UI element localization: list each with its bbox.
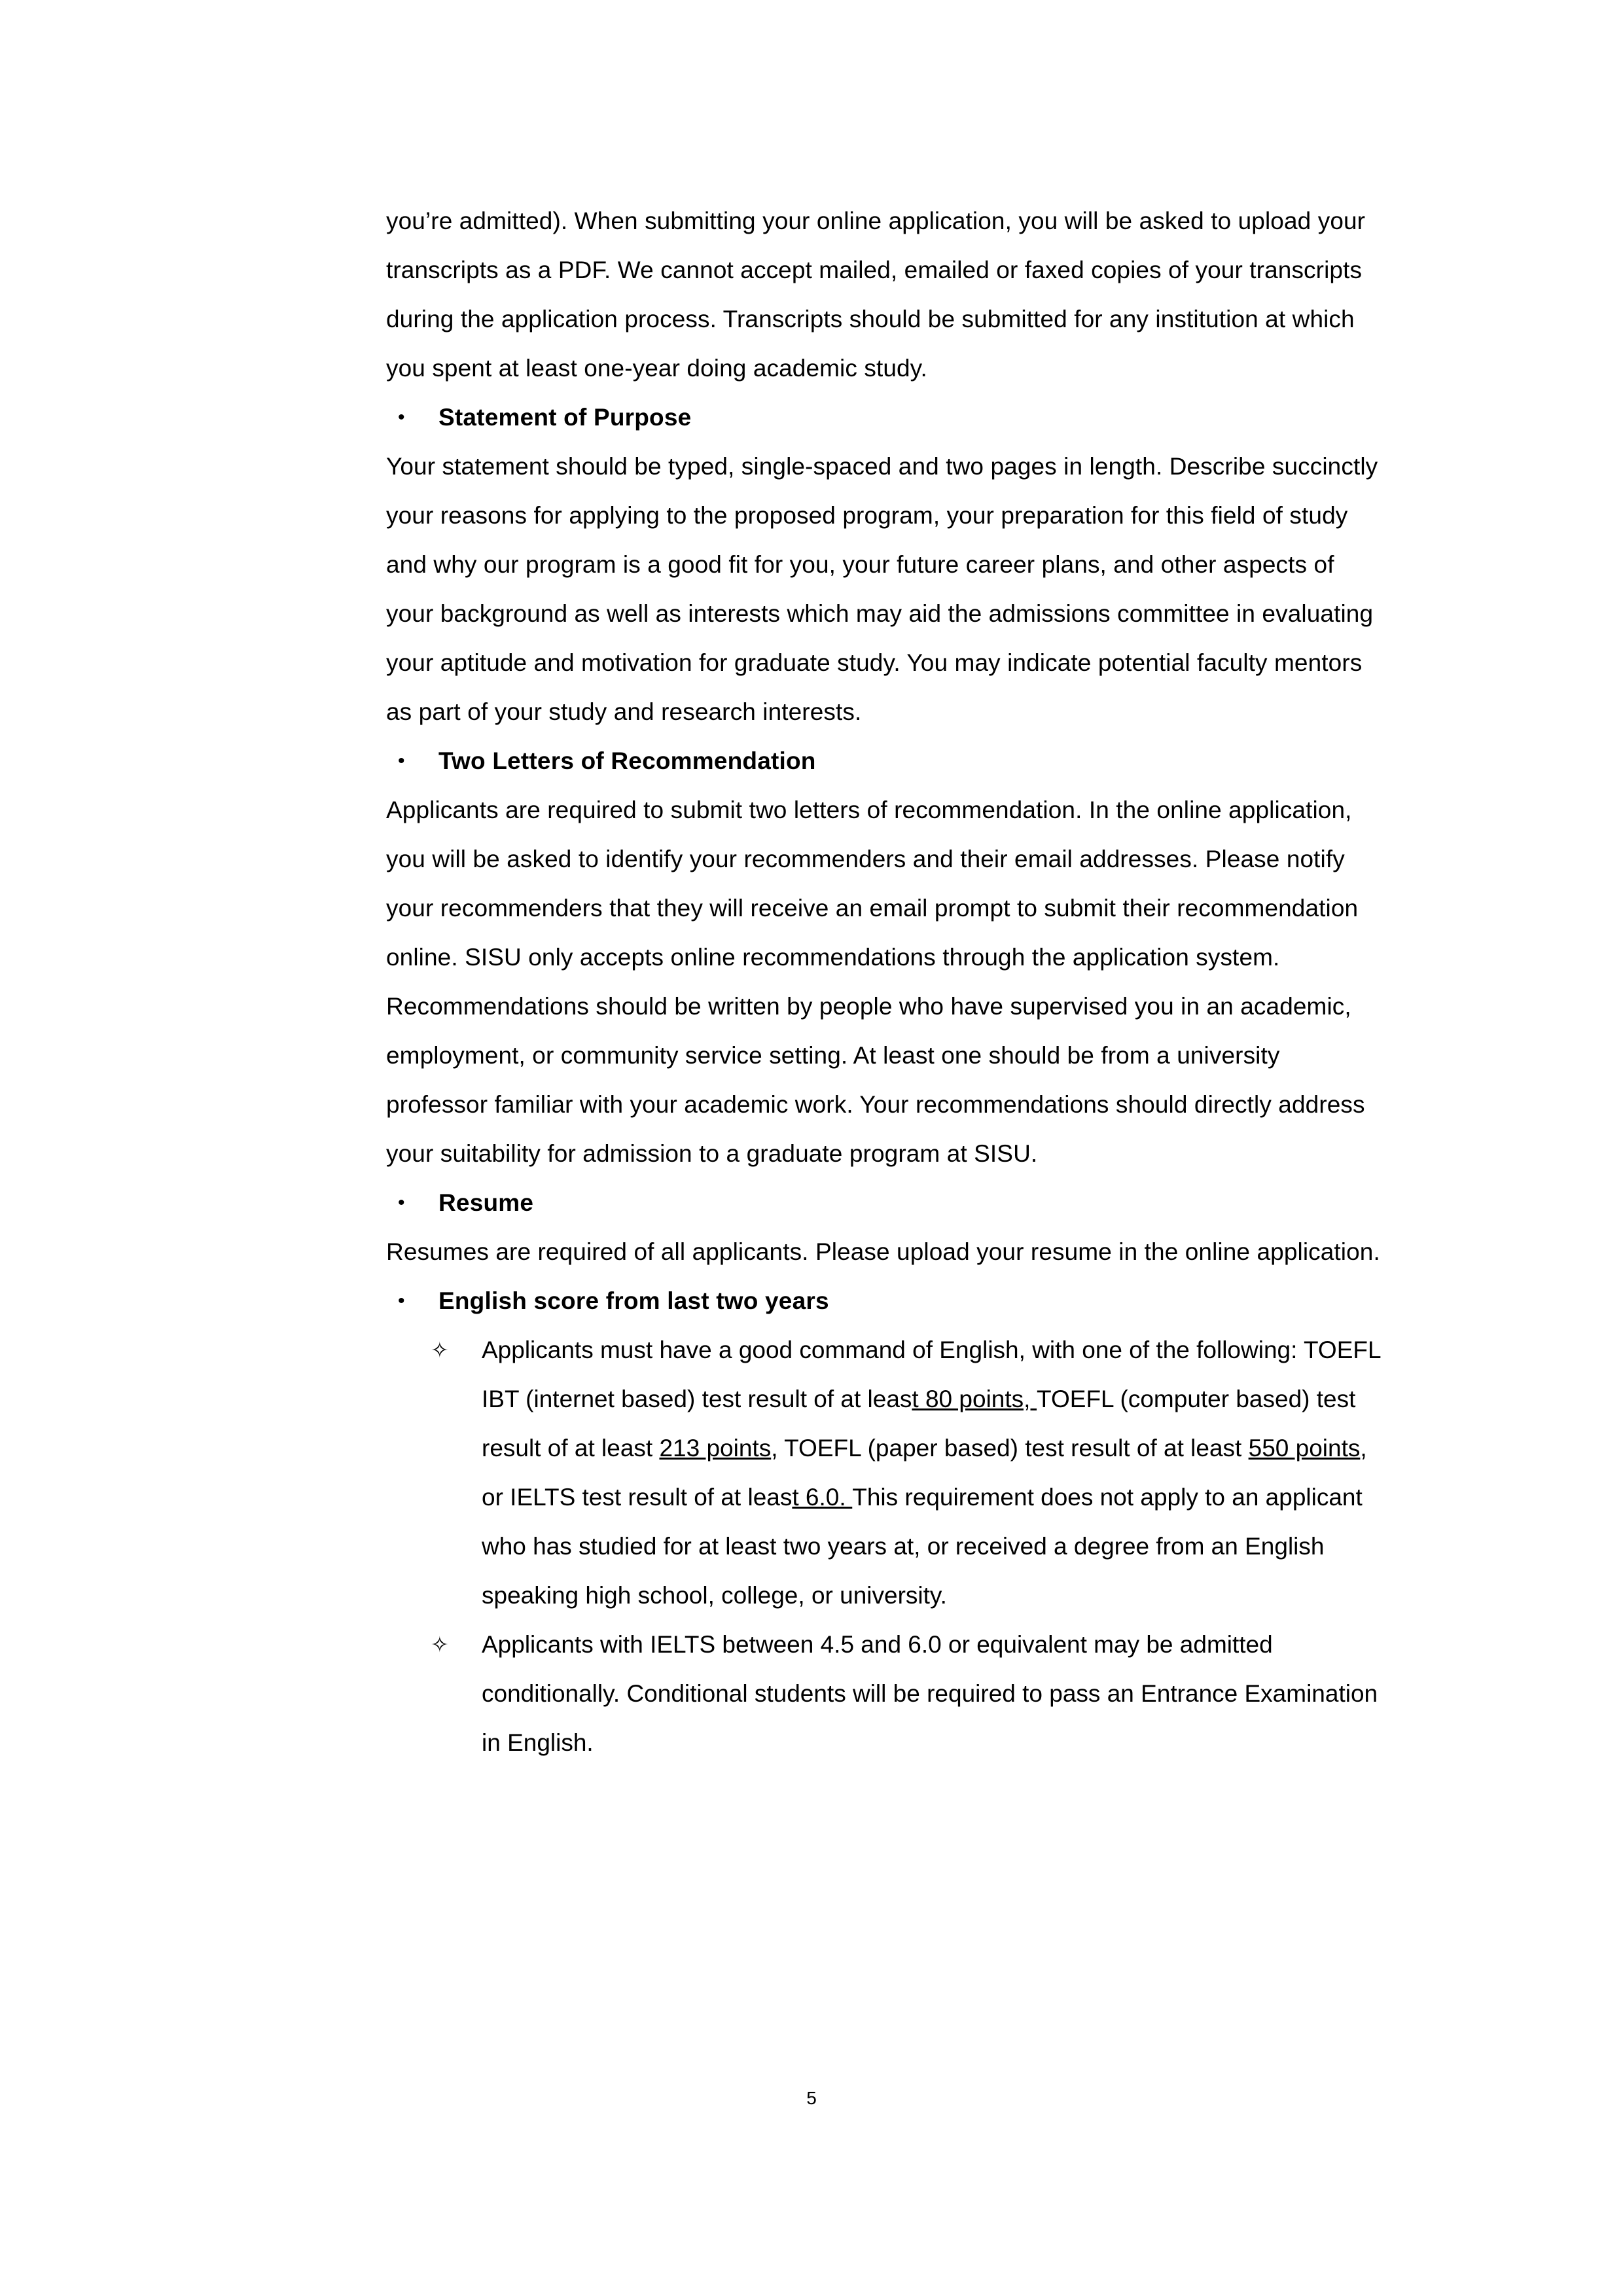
- sub-list-item: [386, 1325, 1387, 1620]
- section-heading-resume: [386, 1178, 1387, 1227]
- bullet-icon: •: [398, 1290, 405, 1312]
- diamond-bullet-icon: ✧: [431, 1632, 449, 1657]
- bullet-icon: •: [398, 406, 405, 428]
- sub-list-item-text: Applicants with IELTS between 4.5 and 6.0 or equivalent may be admitted conditionally. Conditional students will be required to pass an Entrance Examination in English.: [482, 1631, 1378, 1756]
- section-heading-label: Resume: [438, 1189, 534, 1216]
- section-heading-two-letters-of-recommendation: [386, 736, 1387, 785]
- section-heading-label: Statement of Purpose: [438, 404, 692, 431]
- bullet-icon: •: [398, 1192, 405, 1213]
- section-heading-label: English score from last two years: [438, 1287, 829, 1314]
- diamond-bullet-icon: ✧: [431, 1338, 449, 1362]
- section-body-resume: Resumes are required of all applicants. Please upload your resume in the online application.: [386, 1238, 1380, 1265]
- bullet-icon: •: [398, 750, 405, 772]
- section-body-statement-of-purpose: Your statement should be typed, single-spaced and two pages in length. Describe succinctly your reasons for applying to the proposed program, your preparation for this field of study and why our program is a good fit for you, your future career plans, and other aspects of your background as well as interests which may aid the admissions committee in evaluating your aptitude and motivation for graduate study. You may indicate potential faculty mentors as part of your study and research interests.: [386, 453, 1378, 725]
- sub-list-item-text: Applicants must have a good command of English, with one of the following: TOEFL IBT (internet based) test result of at least 80 points, TOEFL (computer based) test result of at least 213 points, TOEFL (paper based) test result of at least 550 points, or IELTS test result of at least 6.0. This requirement does not apply to an applicant who has studied for at least two years at, or received a degree from an English speaking high school, college, or university.: [482, 1336, 1381, 1609]
- page-number: 5: [806, 2088, 817, 2108]
- section-heading-label: Two Letters of Recommendation: [438, 747, 816, 774]
- section-body-two-letters-of-recommendation: Applicants are required to submit two letters of recommendation. In the online application, you will be asked to identify your recommenders and their email addresses. Please notify your recommenders that they will receive an email prompt to submit their recommendation online. SISU only accepts online recommendations through the application system. Recommendations should be written by people who have supervised you in an academic, employment, or community service setting. At least one should be from a university professor familiar with your academic work. Your recommendations should directly address your suitability for admission to a graduate program at SISU.: [386, 797, 1365, 1167]
- sub-list-item: [386, 1620, 1387, 1767]
- page-content: [386, 196, 1387, 1767]
- intro-paragraph: you’re admitted). When submitting your online application, you will be asked to upload your transcripts as a PDF. We cannot accept mailed, emailed or faxed copies of your transcripts during the application process. Transcripts should be submitted for any institution at which you spent at least one-year doing academic study.: [386, 207, 1366, 382]
- section-heading-english-score: [386, 1276, 1387, 1325]
- section-heading-statement-of-purpose: [386, 393, 1387, 442]
